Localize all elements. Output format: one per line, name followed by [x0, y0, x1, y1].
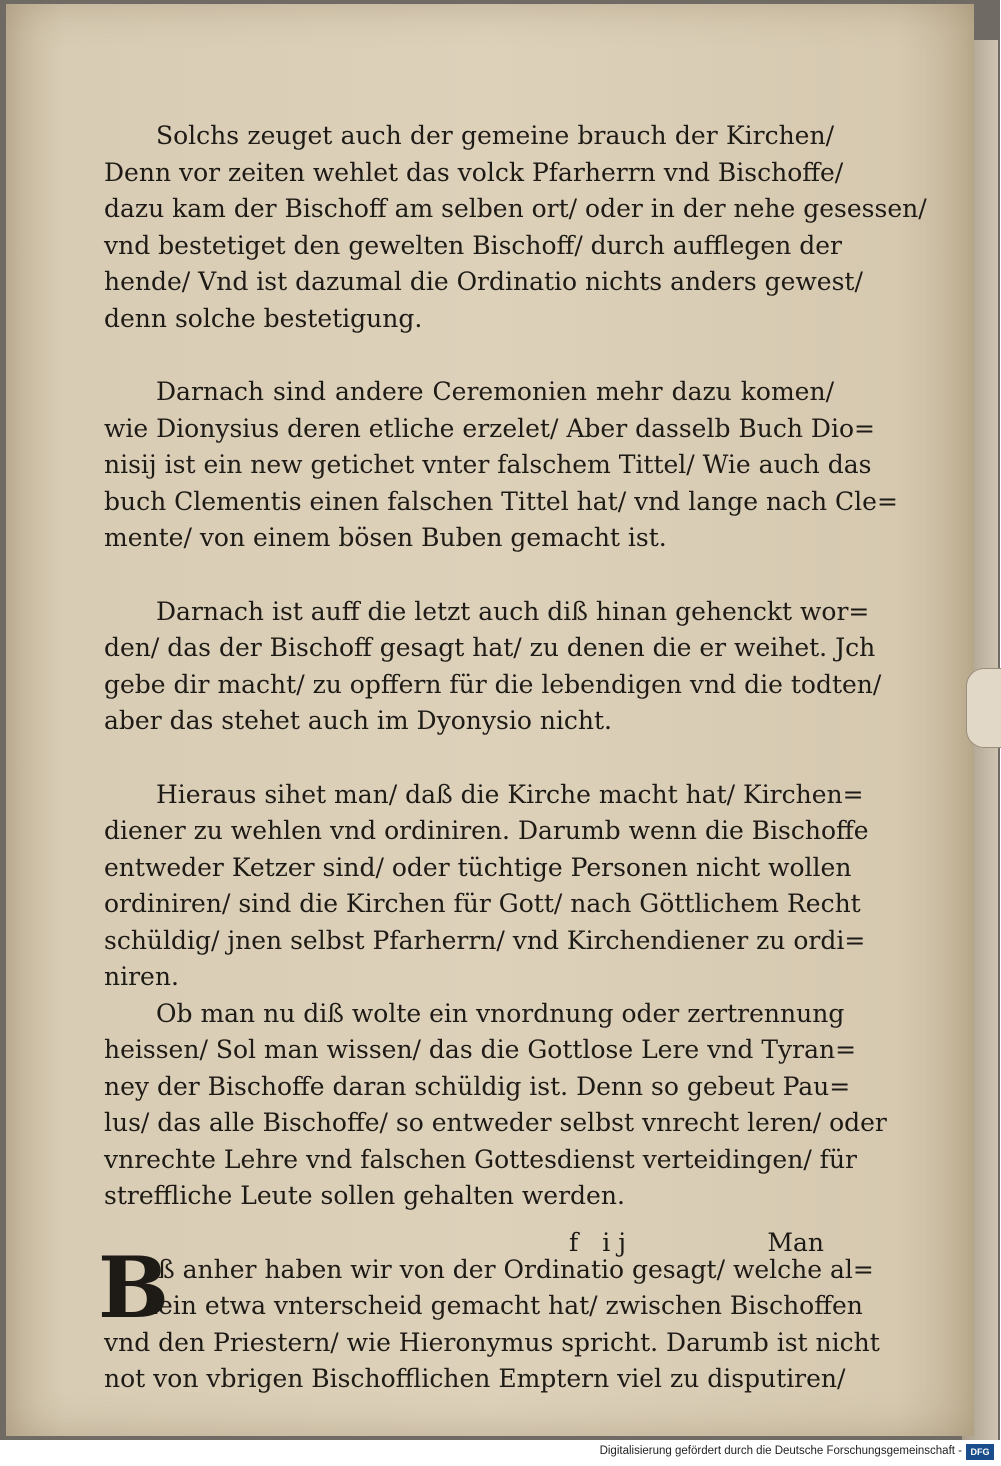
text-line: niren. [104, 962, 179, 991]
page-tab-marker [966, 668, 1001, 748]
text-line: nisij ist ein new getichet vnter falschem Tittel/ Wie auch das [104, 450, 872, 479]
text-line: Hieraus sihet man/ daß die Kirche macht hat/ Kirchen= [156, 779, 864, 809]
text-line: lus/ das alle Bischoffe/ so entweder selbst vnrecht leren/ oder [104, 1108, 887, 1137]
text-line: vnrechte Lehre vnd falschen Gottesdienst verteidingen/ für [104, 1144, 857, 1174]
text-line: vnd den Priestern/ wie Hieronymus spricht. Darumb ist nicht [104, 1327, 880, 1357]
text-line: wie Dionysius deren etliche erzelet/ Aber dasselb Buch Dio= [104, 413, 875, 443]
paragraph [104, 374, 898, 557]
paragraph [104, 594, 882, 740]
body-text [98, 118, 927, 1398]
funding-credit: Digitalisierung gefördert durch die Deutsche Forschungsgemeinschaft - [599, 1445, 962, 1457]
text-line: gebe dir macht/ zu opffern für die lebendigen vnd die todten/ [104, 669, 882, 699]
text-line: iß anher haben wir von der Ordinatio gesagt/ welche al= [150, 1254, 874, 1284]
dfg-logo: DFG [966, 1444, 994, 1460]
text-line: hende/ Vnd ist dazumal die Ordinatio nichts anders gewest/ [104, 267, 863, 296]
digitization-footer [0, 1440, 1000, 1466]
text-line: entweder Ketzer sind/ oder tüchtige Personen nicht wollen [104, 852, 852, 882]
text-line: heissen/ Sol man wissen/ das die Gottlose Lere vnd Tyran= [104, 1035, 857, 1064]
text-line: aber das stehet auch im Dyonysio nicht. [104, 706, 613, 735]
text-line: ordiniren/ sind die Kirchen für Gott/ nach Göttlichem Recht [104, 889, 861, 918]
catchword: Man [767, 1228, 824, 1257]
signature-mark: f ij [569, 1228, 634, 1257]
paragraph [104, 996, 887, 1215]
paragraph [104, 118, 927, 337]
page-foot-line [104, 1224, 824, 1264]
text-line: mente/ von einem bösen Buben gemacht ist. [104, 523, 667, 552]
text-line: Solchs zeuget auch der gemeine brauch der Kirchen/ [156, 121, 834, 150]
text-line: Denn vor zeiten wehlet das volck Pfarherrn vnd Bischoffe/ [104, 157, 844, 187]
text-line: vnd bestetiget den gewelten Bischoff/ durch aufflegen der [104, 230, 842, 260]
text-line: denn solche bestetigung. [104, 303, 423, 333]
text-line: streffliche Leute sollen gehalten werden. [104, 1181, 625, 1210]
text-line: diener zu wehlen vnd ordiniren. Darumb wenn die Bischoffe [104, 816, 869, 845]
text-line: lein etwa vnterscheid gemacht hat/ zwischen Bischoffen [150, 1291, 863, 1320]
text-line: den/ das der Bischoff gesagt hat/ zu denen die er weihet. Jch [104, 633, 876, 662]
text-line: schüldig/ jnen selbst Pfarherrn/ vnd Kirchendiener zu ordi= [104, 925, 866, 955]
text-line: Ob man nu diß wolte ein vnordnung oder zertrennung [156, 998, 845, 1028]
text-line: not von vbrigen Bischofflichen Emptern viel zu disputiren/ [104, 1364, 846, 1393]
drop-cap-initial: B [98, 1237, 169, 1337]
text-line: Darnach ist auff die letzt auch diß hinan gehenckt wor= [156, 596, 870, 626]
text-line: Darnach sind andere Ceremonien mehr dazu komen/ [156, 377, 834, 406]
text-line: ney der Bischoffe daran schüldig ist. Denn so gebeut Pau= [104, 1071, 851, 1101]
paragraph [104, 777, 869, 996]
text-line: dazu kam der Bischoff am selben ort/ oder in der nehe gesessen/ [104, 194, 927, 223]
text-line: buch Clementis einen falschen Tittel hat/ vnd lange nach Cle= [104, 486, 898, 516]
